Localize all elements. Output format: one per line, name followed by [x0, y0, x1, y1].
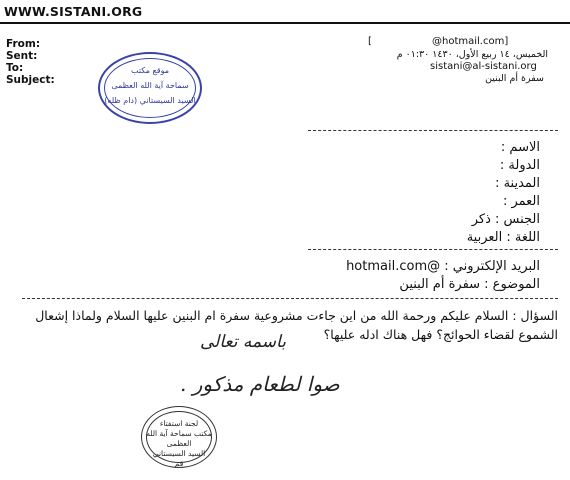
language-field: اللغة : العربية [466, 230, 540, 245]
header-rule [0, 22, 570, 24]
office-stamp [98, 52, 202, 124]
email-field: البريد الإلكتروني : @hotmail.com [346, 259, 540, 274]
city-field: المدينة : [495, 176, 540, 191]
age-field: العمر : [502, 194, 540, 209]
country-field: الدولة : [499, 158, 540, 173]
committee-stamp [141, 406, 217, 468]
site-url: WWW.SISTANI.ORG [4, 4, 143, 19]
from-bracket: [ [368, 36, 372, 47]
answer-basmala: باسمه تعالى [200, 332, 286, 352]
subject-value: سفرة أم البنين [485, 73, 544, 84]
answer-text: صوا لطعام مذكور . [180, 372, 340, 396]
separator-3 [22, 298, 558, 299]
name-field: الاسم : [500, 140, 540, 155]
from-label: From: [6, 38, 41, 50]
from-value: @hotmail.com] [432, 36, 509, 47]
sent-value: الخميس، ١٤ ربيع الأول، ١٤٣٠ ٠١:٣٠ م [396, 49, 548, 60]
office-stamp-line2: سماحة آية الله العظمى [111, 81, 189, 90]
to-value: sistani@al-sistani.org [430, 61, 537, 72]
sent-label: Sent: [6, 50, 38, 62]
office-stamp-line3: السيد السيستاني (دام ظله) [104, 96, 196, 105]
committee-stamp-line3: السيد السيستاني [152, 449, 206, 458]
office-stamp-line1: موقع مكتب [130, 66, 169, 75]
subject-field: الموضوع : سفرة أم البنين [399, 277, 540, 292]
to-label: To: [6, 62, 24, 74]
committee-stamp-line4: قم [174, 459, 184, 468]
separator-2 [308, 249, 558, 250]
subject-label: Subject: [6, 74, 55, 86]
committee-stamp-text [142, 419, 216, 469]
question-text: السؤال : السلام عليكم ورحمة الله من اين جاءت مشروعية سفرة ام البنين عليها السلام ولماذا إشعال الشموع لقضاء الحوائج؟ فهل هناك ادله عليها؟ [35, 308, 558, 342]
separator-1 [308, 130, 558, 131]
committee-stamp-line1: لجنة استفتاء [159, 419, 199, 428]
gender-field: الجنس : ذكر [471, 212, 540, 227]
committee-stamp-line2: مكتب سماحة آية الله العظمى [146, 429, 212, 448]
